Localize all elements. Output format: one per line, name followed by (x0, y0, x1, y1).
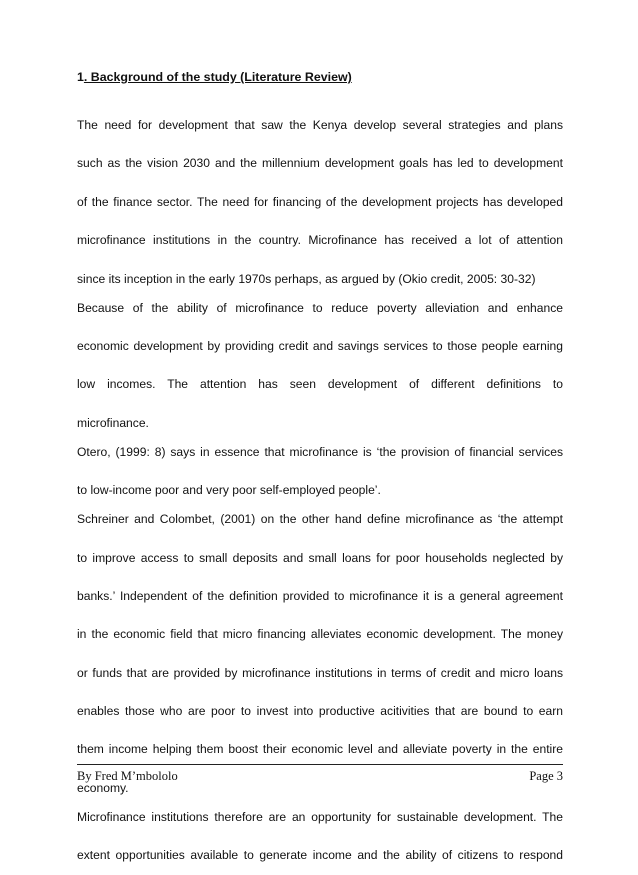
text-line: to improve access to small deposits and small loans for poor households neglected by (77, 550, 563, 565)
text-line: of the finance sector. The need for financing of the development projects has developed (77, 194, 563, 209)
text-line: since its inception in the early 1970s perhaps, as argued by (Okio credit, 2005: 30-32) (77, 271, 536, 286)
text-line: to low-income poor and very poor self-employed people’. (77, 483, 381, 498)
text-line: extent opportunities available to generate income and the ability of citizens to respond (77, 848, 563, 863)
footer-divider (77, 764, 563, 765)
heading-text: . Background of the study (Literature Review) (83, 70, 352, 84)
page-footer (77, 768, 563, 784)
page-body (77, 68, 563, 875)
paragraph-2 (77, 299, 563, 432)
text-line: microfinance. (77, 415, 149, 430)
text-line: low incomes. The attention has seen development of different definitions to (77, 377, 563, 392)
text-line: Otero, (1999: 8) says in essence that microfinance is ‘the provision of financial services (77, 444, 563, 459)
paragraph-4 (77, 510, 563, 797)
text-line: such as the vision 2030 and the millennium development goals has led to development (77, 156, 563, 171)
text-line: economic development by providing credit and savings services to those people earning (77, 338, 563, 353)
text-line: The need for development that saw the Kenya develop several strategies and plans (77, 118, 563, 132)
text-line: in the economic field that micro financing alleviates economic development. The money (77, 627, 563, 642)
text-line: economy. (77, 780, 129, 795)
text-line: enables those who are poor to invest into productive acitivities that are bound to earn (77, 704, 563, 719)
text-line: them income helping them boost their economic level and alleviate poverty in the entire (77, 742, 563, 757)
text-line: Because of the ability of microfinance to reduce poverty alleviation and enhance (77, 300, 563, 315)
text-line: microfinance institutions in the country. Microfinance has received a lot of attention (77, 233, 563, 248)
section-heading (77, 68, 563, 86)
page-number: Page 3 (529, 769, 563, 783)
text-line: or funds that are provided by microfinance institutions in terms of credit and micro loans (77, 665, 563, 680)
paragraph-1 (77, 116, 563, 288)
text-line: banks.’ Independent of the definition provided to microfinance it is a general agreement (77, 588, 563, 603)
paragraph-3 (77, 443, 563, 499)
heading-number: 1 (77, 70, 84, 84)
text-line: Schreiner and Colombet, (2001) on the other hand define microfinance as ‘the attempt (77, 512, 563, 527)
text-line: Microfinance institutions therefore are an opportunity for sustainable development. The (77, 809, 563, 824)
paragraph-5 (77, 808, 563, 864)
footer-author: By Fred M’mbololo (77, 769, 178, 783)
